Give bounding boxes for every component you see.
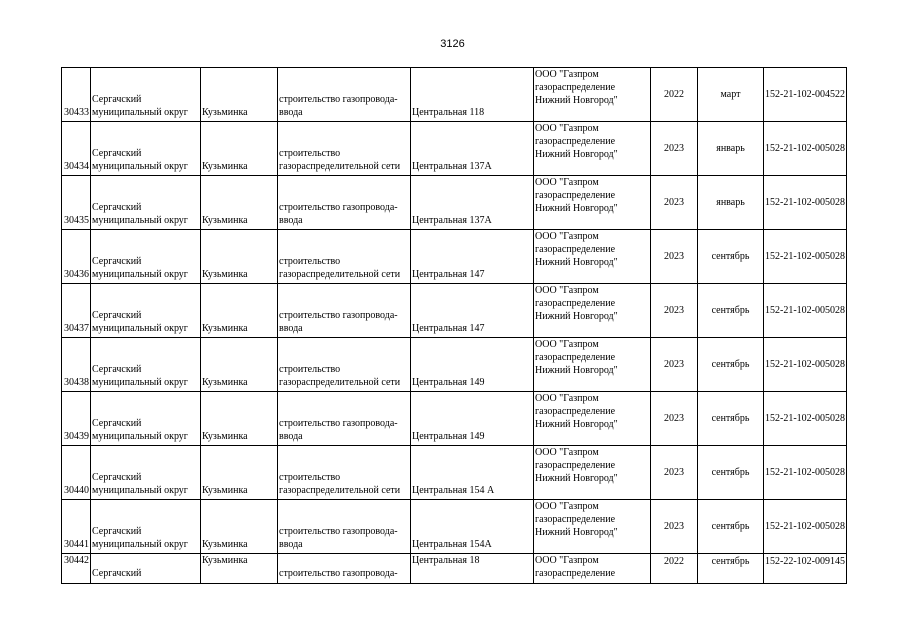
address: Центральная 149 — [411, 338, 534, 392]
year: 2023 — [651, 338, 698, 392]
village: Кузьминка — [201, 500, 278, 554]
table-row — [62, 446, 847, 500]
village: Кузьминка — [201, 230, 278, 284]
municipality: Сергачский муниципальный округ — [91, 122, 201, 176]
address: Центральная 149 — [411, 392, 534, 446]
work-type: строительство газораспределительной сети — [278, 230, 411, 284]
municipality: Сергачский муниципальный округ — [91, 176, 201, 230]
month: январь — [698, 122, 764, 176]
record-number: 30440 — [62, 446, 91, 500]
table-row — [62, 554, 847, 584]
village: Кузьминка — [201, 338, 278, 392]
work-type: строительство газораспределительной сети — [278, 446, 411, 500]
program-code: 152-21-102-005028 — [764, 122, 847, 176]
village: Кузьминка — [201, 284, 278, 338]
organization: ООО "Газпром газораспределение Нижний Новгород" — [534, 500, 651, 554]
work-type: строительство газопровода- ввода — [278, 392, 411, 446]
address: Центральная 137А — [411, 122, 534, 176]
month: сентябрь — [698, 338, 764, 392]
municipality: Сергачский муниципальный округ — [91, 230, 201, 284]
municipality: Сергачский муниципальный округ — [91, 338, 201, 392]
village: Кузьминка — [201, 176, 278, 230]
year: 2023 — [651, 122, 698, 176]
village: Кузьминка — [201, 68, 278, 122]
record-number: 30439 — [62, 392, 91, 446]
table-row — [62, 176, 847, 230]
municipality: Сергачский муниципальный округ — [91, 284, 201, 338]
municipality: Сергачский муниципальный округ — [91, 68, 201, 122]
record-number: 30437 — [62, 284, 91, 338]
organization: ООО "Газпром газораспределение Нижний Новгород" — [534, 284, 651, 338]
work-type: строительство газопровода- ввода — [278, 500, 411, 554]
month: март — [698, 68, 764, 122]
work-type: строительство газораспределительной сети — [278, 122, 411, 176]
table-row — [62, 68, 847, 122]
work-type: строительство газораспределительной сети — [278, 338, 411, 392]
municipality: Сергачский муниципальный округ — [91, 500, 201, 554]
work-type: строительство газопровода- ввода — [278, 176, 411, 230]
program-code: 152-21-102-005028 — [764, 392, 847, 446]
village: Кузьминка — [201, 392, 278, 446]
village: Кузьминка — [201, 122, 278, 176]
year: 2023 — [651, 230, 698, 284]
year: 2023 — [651, 500, 698, 554]
address: Центральная 118 — [411, 68, 534, 122]
municipality: Сергачский — [91, 554, 201, 584]
address: Центральная 147 — [411, 284, 534, 338]
year: 2023 — [651, 176, 698, 230]
organization: ООО "Газпром газораспределение Нижний Новгород" — [534, 122, 651, 176]
record-number: 30436 — [62, 230, 91, 284]
month: сентябрь — [698, 500, 764, 554]
address: Центральная 154 А — [411, 446, 534, 500]
table-row — [62, 122, 847, 176]
organization: ООО "Газпром газораспределение Нижний Новгород" — [534, 176, 651, 230]
table-row — [62, 500, 847, 554]
program-code: 152-21-102-005028 — [764, 446, 847, 500]
program-code: 152-21-102-005028 — [764, 230, 847, 284]
year: 2022 — [651, 554, 698, 584]
page-number: 3126 — [440, 38, 465, 50]
organization: ООО "Газпром газораспределение Нижний Новгород" — [534, 446, 651, 500]
organization: ООО "Газпром газораспределение Нижний Новгород" — [534, 338, 651, 392]
municipality: Сергачский муниципальный округ — [91, 446, 201, 500]
address: Центральная 137А — [411, 176, 534, 230]
record-number: 30441 — [62, 500, 91, 554]
record-number: 30434 — [62, 122, 91, 176]
program-code: 152-21-102-005028 — [764, 176, 847, 230]
program-code: 152-22-102-009145 — [764, 554, 847, 584]
table-row — [62, 338, 847, 392]
program-code: 152-21-102-005028 — [764, 284, 847, 338]
program-code: 152-21-102-004522 — [764, 68, 847, 122]
table-row — [62, 284, 847, 338]
work-type: строительство газопровода- — [278, 554, 411, 584]
month: сентябрь — [698, 284, 764, 338]
records-table — [61, 67, 847, 584]
address: Центральная 18 — [411, 554, 534, 584]
table-row — [62, 392, 847, 446]
month: сентябрь — [698, 392, 764, 446]
year: 2023 — [651, 446, 698, 500]
month: сентябрь — [698, 554, 764, 584]
program-code: 152-21-102-005028 — [764, 338, 847, 392]
year: 2022 — [651, 68, 698, 122]
work-type: строительство газопровода- ввода — [278, 68, 411, 122]
organization: ООО "Газпром газораспределение Нижний Новгород" — [534, 68, 651, 122]
village: Кузьминка — [201, 446, 278, 500]
record-number: 30433 — [62, 68, 91, 122]
record-number: 30438 — [62, 338, 91, 392]
month: сентябрь — [698, 230, 764, 284]
record-number: 30442 — [62, 554, 91, 584]
organization: ООО "Газпром газораспределение Нижний Новгород" — [534, 392, 651, 446]
organization: ООО "Газпром газораспределение Нижний Новгород" — [534, 230, 651, 284]
address: Центральная 154А — [411, 500, 534, 554]
municipality: Сергачский муниципальный округ — [91, 392, 201, 446]
month: сентябрь — [698, 446, 764, 500]
record-number: 30435 — [62, 176, 91, 230]
work-type: строительство газопровода- ввода — [278, 284, 411, 338]
address: Центральная 147 — [411, 230, 534, 284]
year: 2023 — [651, 392, 698, 446]
program-code: 152-21-102-005028 — [764, 500, 847, 554]
table-row — [62, 230, 847, 284]
year: 2023 — [651, 284, 698, 338]
month: январь — [698, 176, 764, 230]
village: Кузьминка — [201, 554, 278, 584]
table-body — [62, 68, 847, 584]
organization: ООО "Газпром газораспределение — [534, 554, 651, 584]
